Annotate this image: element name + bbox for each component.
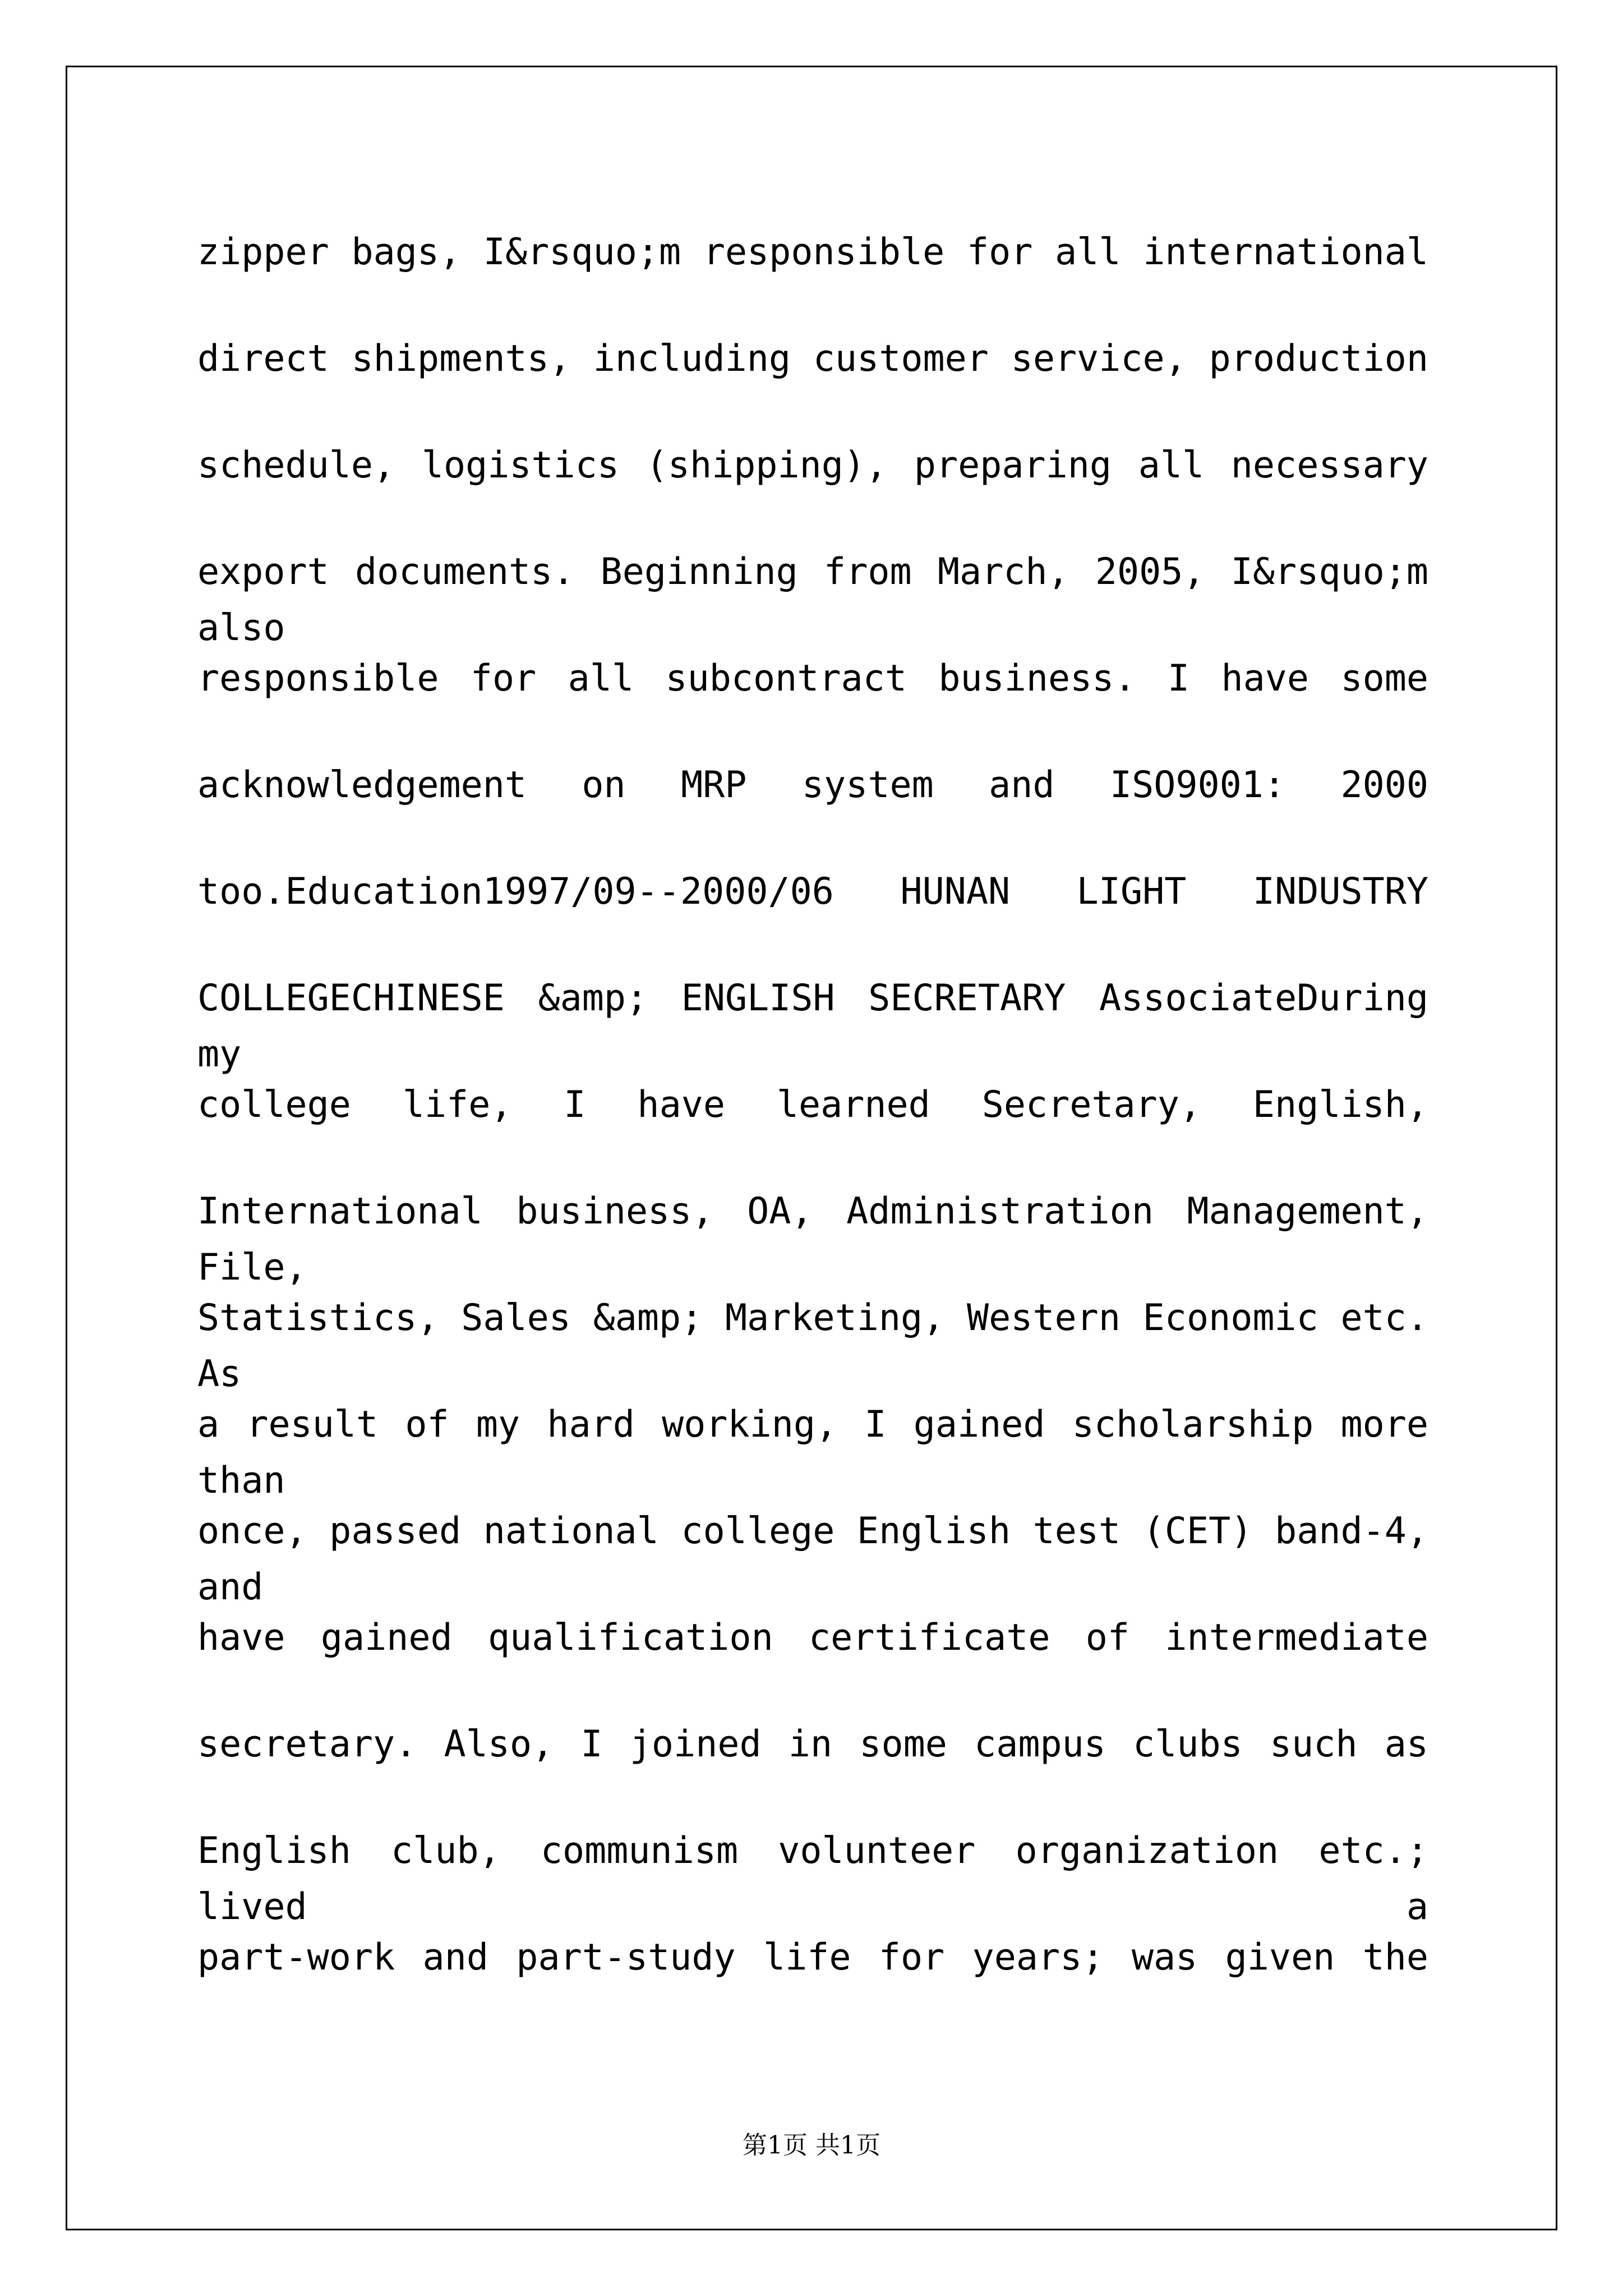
text-line-11: Statistics, Sales &amp; Marketing, Western Economic etc. As xyxy=(197,1297,1428,1395)
text-line-9: college life, I have learned Secretary, English, xyxy=(197,1084,1428,1126)
text-line-6: acknowledgement on MRP system and ISO9001: 2000 xyxy=(197,764,1428,806)
text-line-2: direct shipments, including customer service, production xyxy=(197,338,1428,380)
body-text xyxy=(197,224,1428,2036)
text-line-1: zipper bags, I&rsquo;m responsible for all international xyxy=(197,231,1428,273)
text-line-3: schedule, logistics (shipping), preparing all necessary xyxy=(197,444,1428,486)
text-line-8: COLLEGECHINESE &amp; ENGLISH SECRETARY AssociateDuring my xyxy=(197,977,1428,1075)
text-line-5: responsible for all subcontract business. I have some xyxy=(197,657,1428,700)
text-line-15: secretary. Also, I joined in some campus clubs such as xyxy=(197,1723,1428,1765)
text-line-17: part-work and part-study life for years; was given the xyxy=(197,1936,1428,1978)
page-number-footer: 第1页 共1页 xyxy=(743,2131,880,2160)
text-line-16: English club, communism volunteer organization etc.; lived a xyxy=(197,1830,1428,1928)
text-line-12: a result of my hard working, I gained scholarship more than xyxy=(197,1404,1428,1502)
text-line-10: International business, OA, Administration Management, File, xyxy=(197,1190,1428,1289)
text-line-4: export documents. Beginning from March, 2005, I&rsquo;m also xyxy=(197,551,1428,649)
text-line-14: have gained qualification certificate of intermediate xyxy=(197,1617,1428,1659)
text-line-13: once, passed national college English test (CET) band-4, and xyxy=(197,1510,1428,1608)
text-line-7: too.Education1997/09--2000/06 HUNAN LIGHT INDUSTRY xyxy=(197,871,1428,913)
